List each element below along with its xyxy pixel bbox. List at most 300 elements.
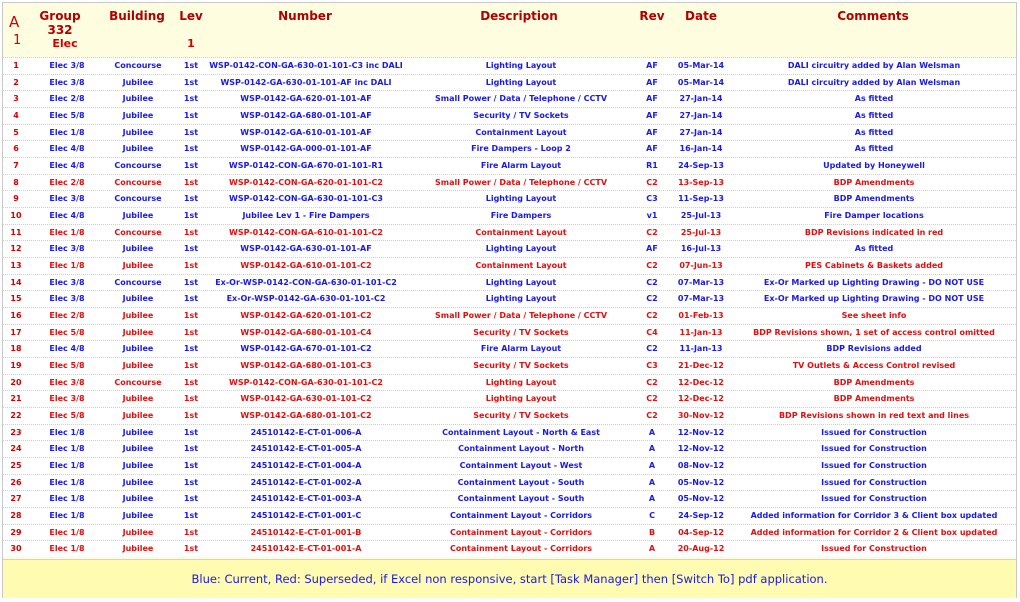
cell-date[interactable]: 07-Jun-13: [679, 261, 723, 270]
cell-comments[interactable]: PES Cabinets & Baskets added: [804, 261, 944, 270]
table-row[interactable]: [3, 357, 1016, 374]
cell-group[interactable]: Elec 3/8: [49, 77, 85, 87]
cell-comments[interactable]: Issued for Construction: [821, 444, 927, 454]
row-index[interactable]: 20: [10, 377, 22, 387]
cell-description[interactable]: Containment Layout - West: [459, 461, 583, 470]
cell-number[interactable]: WSP-0142-CON-GA-630-01-101-C3 inc DALI: [209, 61, 403, 70]
cell-lev[interactable]: 1st: [183, 194, 199, 204]
cell-rev[interactable]: A: [648, 427, 656, 437]
cell-description[interactable]: Containment Layout - North: [458, 444, 584, 454]
cell-comments[interactable]: Issued for Construction: [821, 544, 927, 554]
cell-rev[interactable]: C2: [646, 411, 658, 420]
cell-description[interactable]: Containment Layout - South: [457, 477, 585, 487]
cell-rev[interactable]: C3: [646, 194, 658, 204]
cell-lev[interactable]: 1st: [183, 444, 199, 454]
cell-building[interactable]: Jubilee: [122, 427, 154, 437]
cell-lev[interactable]: 1st: [183, 261, 199, 270]
row-index[interactable]: 17: [10, 327, 22, 337]
cell-building[interactable]: Concourse: [114, 227, 162, 237]
cell-comments[interactable]: BDP Revisions shown in red text and lines: [778, 411, 970, 420]
cell-group[interactable]: Elec 3/8: [49, 61, 85, 70]
cell-rev[interactable]: AF: [646, 144, 658, 154]
cell-date[interactable]: 05-Mar-14: [677, 61, 725, 70]
cell-lev[interactable]: 1st: [183, 211, 199, 220]
cell-date[interactable]: 01-Feb-13: [678, 311, 724, 320]
cell-comments[interactable]: Issued for Construction: [821, 494, 927, 504]
cell-building[interactable]: Jubilee: [122, 327, 154, 337]
cell-number[interactable]: 24510142-E-CT-01-001-B: [250, 527, 362, 537]
row-index[interactable]: 4: [13, 111, 19, 120]
cell-date[interactable]: 04-Sep-12: [678, 527, 724, 537]
cell-group[interactable]: Elec 3/8: [49, 377, 85, 387]
cell-building[interactable]: Jubilee: [122, 77, 154, 87]
cell-group[interactable]: Elec 2/8: [49, 311, 85, 320]
cell-date[interactable]: 12-Nov-12: [677, 444, 725, 454]
cell-date[interactable]: 12-Nov-12: [677, 427, 725, 437]
table-row[interactable]: [3, 74, 1016, 91]
cell-rev[interactable]: C2: [646, 344, 658, 354]
cell-date[interactable]: 05-Nov-12: [677, 477, 725, 487]
cell-lev[interactable]: 1st: [183, 344, 199, 354]
cell-rev[interactable]: C2: [646, 277, 658, 287]
cell-lev[interactable]: 1st: [183, 77, 199, 87]
cell-description[interactable]: Lighting Layout: [485, 244, 557, 254]
row-index[interactable]: 30: [10, 544, 22, 554]
cell-group[interactable]: Elec 3/8: [49, 194, 85, 204]
row-index[interactable]: 25: [10, 461, 22, 470]
row-index[interactable]: 13: [10, 261, 22, 270]
cell-description[interactable]: Security / TV Sockets: [473, 327, 569, 337]
cell-description[interactable]: Lighting Layout: [485, 277, 557, 287]
cell-group[interactable]: Elec 1/8: [49, 527, 85, 537]
table-row[interactable]: [3, 174, 1016, 191]
table-row[interactable]: [3, 124, 1016, 141]
row-index[interactable]: 14: [10, 277, 22, 287]
header-rev[interactable]: Rev: [639, 9, 665, 23]
cell-comments[interactable]: BDP Amendments: [833, 177, 915, 187]
cell-comments[interactable]: As fitted: [854, 244, 894, 254]
cell-rev[interactable]: AF: [646, 111, 658, 120]
cell-rev[interactable]: v1: [646, 211, 658, 220]
cell-building[interactable]: Jubilee: [122, 527, 154, 537]
table-row[interactable]: [3, 157, 1016, 174]
cell-number[interactable]: WSP-0142-GA-630-01-101-AF inc DALI: [220, 77, 392, 87]
table-row[interactable]: [3, 324, 1016, 341]
cell-description[interactable]: Small Power / Data / Telephone / CCTV: [434, 177, 608, 187]
row-index[interactable]: 12: [10, 244, 22, 254]
cell-rev[interactable]: A: [648, 544, 656, 554]
cell-building[interactable]: Concourse: [114, 61, 162, 70]
cell-number[interactable]: Ex-Or-WSP-0142-GA-630-01-101-C2: [226, 294, 386, 304]
cell-group[interactable]: Elec 5/8: [49, 327, 85, 337]
cell-rev[interactable]: C4: [646, 327, 658, 337]
table-row[interactable]: [3, 457, 1016, 474]
cell-date[interactable]: 16-Jan-14: [679, 144, 723, 154]
cell-building[interactable]: Jubilee: [122, 294, 154, 304]
cell-building[interactable]: Jubilee: [122, 211, 154, 220]
cell-date[interactable]: 11-Jan-13: [679, 327, 723, 337]
cell-description[interactable]: Security / TV Sockets: [473, 411, 569, 420]
cell-number[interactable]: Jubilee Lev 1 - Fire Dampers: [242, 211, 370, 220]
cell-rev[interactable]: B: [648, 527, 656, 537]
cell-date[interactable]: 16-Jul-13: [680, 244, 722, 254]
row-index[interactable]: 11: [10, 227, 22, 237]
cell-number[interactable]: WSP-0142-GA-000-01-101-AF: [240, 144, 372, 154]
cell-number[interactable]: WSP-0142-GA-610-01-101-AF: [240, 127, 372, 137]
row-index[interactable]: 3: [13, 94, 19, 104]
cell-building[interactable]: Jubilee: [122, 461, 154, 470]
cell-number[interactable]: 24510142-E-CT-01-006-A: [250, 427, 362, 437]
cell-number[interactable]: Ex-Or-WSP-0142-CON-GA-630-01-101-C2: [215, 277, 397, 287]
cell-lev[interactable]: 1st: [183, 494, 199, 504]
table-row[interactable]: [3, 340, 1016, 357]
cell-lev[interactable]: 1st: [183, 311, 199, 320]
header-description[interactable]: Description: [480, 9, 558, 23]
cell-comments[interactable]: BDP Revisions added: [826, 344, 922, 354]
cell-description[interactable]: Containment Layout: [475, 261, 567, 270]
cell-comments[interactable]: Ex-Or Marked up Lighting Drawing - DO NOT USE: [763, 277, 985, 287]
cell-building[interactable]: Jubilee: [122, 494, 154, 504]
cell-description[interactable]: Containment Layout: [475, 127, 567, 137]
cell-rev[interactable]: AF: [646, 244, 658, 254]
header-date[interactable]: Date: [685, 9, 717, 23]
row-index[interactable]: 16: [10, 311, 22, 320]
cell-number[interactable]: WSP-0142-GA-670-01-101-C2: [240, 344, 372, 354]
cell-number[interactable]: WSP-0142-GA-620-01-101-C2: [240, 311, 372, 320]
cell-date[interactable]: 25-Jul-13: [680, 227, 722, 237]
cell-comments[interactable]: Issued for Construction: [821, 427, 927, 437]
cell-description[interactable]: Fire Dampers - Loop 2: [471, 144, 571, 154]
cell-lev[interactable]: 1st: [183, 61, 199, 70]
cell-comments[interactable]: DALI circuitry added by Alan Welsman: [787, 77, 961, 87]
row-index[interactable]: 15: [10, 294, 22, 304]
cell-lev[interactable]: 1st: [183, 411, 199, 420]
table-row[interactable]: [3, 474, 1016, 491]
cell-date[interactable]: 24-Sep-12: [678, 511, 724, 520]
cell-group[interactable]: Elec 1/8: [49, 261, 85, 270]
cell-group[interactable]: Elec 3/8: [49, 277, 85, 287]
cell-group[interactable]: Elec 1/8: [49, 127, 85, 137]
table-row[interactable]: [3, 107, 1016, 124]
cell-group[interactable]: Elec 4/8: [49, 144, 85, 154]
cell-building[interactable]: Concourse: [114, 277, 162, 287]
cell-date[interactable]: 11-Jan-13: [679, 344, 723, 354]
cell-number[interactable]: WSP-0142-GA-680-01-101-C3: [240, 361, 372, 370]
table-row[interactable]: [3, 207, 1016, 224]
cell-description[interactable]: Containment Layout - North & East: [442, 427, 600, 437]
cell-date[interactable]: 25-Jul-13: [680, 211, 722, 220]
cell-description[interactable]: Lighting Layout: [485, 377, 557, 387]
cell-lev[interactable]: 1st: [183, 144, 199, 154]
cell-comments[interactable]: DALI circuitry added by Alan Welsman: [787, 61, 961, 70]
cell-date[interactable]: 21-Dec-12: [678, 361, 724, 370]
cell-lev[interactable]: 1st: [183, 327, 199, 337]
cell-building[interactable]: Jubilee: [122, 111, 154, 120]
cell-description[interactable]: Lighting Layout: [485, 294, 557, 304]
cell-description[interactable]: Lighting Layout: [485, 61, 557, 70]
table-row[interactable]: [3, 257, 1016, 274]
cell-date[interactable]: 07-Mar-13: [677, 277, 725, 287]
cell-rev[interactable]: C2: [646, 294, 658, 304]
cell-number[interactable]: 24510142-E-CT-01-001-C: [250, 511, 362, 520]
table-row[interactable]: [3, 240, 1016, 257]
cell-number[interactable]: 24510142-E-CT-01-002-A: [250, 477, 362, 487]
cell-building[interactable]: Jubilee: [122, 444, 154, 454]
cell-building[interactable]: Jubilee: [122, 94, 154, 104]
cell-rev[interactable]: C2: [646, 311, 658, 320]
cell-building[interactable]: Jubilee: [122, 511, 154, 520]
cell-building[interactable]: Jubilee: [122, 344, 154, 354]
cell-group[interactable]: Elec 4/8: [49, 344, 85, 354]
cell-comments[interactable]: TV Outlets & Access Control revised: [792, 361, 956, 370]
cell-building[interactable]: Jubilee: [122, 144, 154, 154]
table-row[interactable]: [3, 190, 1016, 207]
row-index[interactable]: 29: [10, 527, 22, 537]
cell-lev[interactable]: 1st: [183, 377, 199, 387]
table-row[interactable]: [3, 490, 1016, 507]
cell-date[interactable]: 30-Nov-12: [677, 411, 725, 420]
cell-building[interactable]: Jubilee: [122, 311, 154, 320]
cell-building[interactable]: Jubilee: [122, 394, 154, 404]
cell-lev[interactable]: 1st: [183, 511, 199, 520]
cell-description[interactable]: Lighting Layout: [485, 77, 557, 87]
header-number[interactable]: Number: [278, 9, 332, 23]
cell-lev[interactable]: 1st: [183, 527, 199, 537]
cell-number[interactable]: WSP-0142-GA-680-01-101-C4: [240, 327, 372, 337]
cell-rev[interactable]: A: [648, 494, 656, 504]
cell-date[interactable]: 05-Mar-14: [677, 77, 725, 87]
cell-lev[interactable]: 1st: [183, 361, 199, 370]
table-row[interactable]: [3, 524, 1016, 541]
cell-building[interactable]: Concourse: [114, 161, 162, 170]
cell-description[interactable]: Containment Layout: [475, 227, 567, 237]
cell-building[interactable]: Concourse: [114, 177, 162, 187]
row-index[interactable]: 10: [10, 211, 22, 220]
header-building[interactable]: Building: [109, 9, 165, 23]
cell-building[interactable]: Jubilee: [122, 544, 154, 554]
cell-number[interactable]: 24510142-E-CT-01-003-A: [250, 494, 362, 504]
cell-comments[interactable]: Ex-Or Marked up Lighting Drawing - DO NOT USE: [763, 294, 985, 304]
cell-comments[interactable]: As fitted: [854, 144, 894, 154]
table-row[interactable]: [3, 424, 1016, 441]
cell-comments[interactable]: Issued for Construction: [821, 461, 927, 470]
table-row[interactable]: [3, 390, 1016, 407]
cell-number[interactable]: WSP-0142-CON-GA-630-01-101-C3: [229, 194, 383, 204]
cell-number[interactable]: 24510142-E-CT-01-004-A: [250, 461, 362, 470]
cell-date[interactable]: 20-Aug-12: [677, 544, 725, 554]
cell-comments[interactable]: BDP Amendments: [833, 394, 915, 404]
cell-description[interactable]: Security / TV Sockets: [473, 111, 569, 120]
cell-number[interactable]: WSP-0142-GA-610-01-101-C2: [240, 261, 372, 270]
row-index[interactable]: 18: [10, 344, 22, 354]
cell-description[interactable]: Small Power / Data / Telephone / CCTV: [434, 311, 608, 320]
row-index[interactable]: 26: [10, 477, 22, 487]
cell-description[interactable]: Containment Layout - Corridors: [449, 511, 593, 520]
table-row[interactable]: [3, 407, 1016, 424]
cell-lev[interactable]: 1st: [183, 294, 199, 304]
cell-number[interactable]: WSP-0142-GA-630-01-101-AF: [240, 244, 372, 254]
row-index[interactable]: 28: [10, 511, 22, 520]
cell-group[interactable]: Elec 4/8: [49, 161, 85, 170]
cell-comments[interactable]: Added information for Corridor 3 & Client box updated: [750, 511, 998, 520]
cell-lev[interactable]: 1st: [183, 427, 199, 437]
cell-comments[interactable]: As fitted: [854, 111, 894, 120]
filter-lev-value[interactable]: 1: [187, 37, 195, 50]
header-group[interactable]: Group 332: [39, 9, 81, 37]
cell-group[interactable]: Elec 1/8: [49, 494, 85, 504]
cell-building[interactable]: Jubilee: [122, 127, 154, 137]
cell-lev[interactable]: 1st: [183, 244, 199, 254]
cell-description[interactable]: Containment Layout - South: [457, 494, 585, 504]
cell-number[interactable]: WSP-0142-CON-GA-630-01-101-C2: [229, 377, 383, 387]
cell-description[interactable]: Fire Alarm Layout: [480, 344, 562, 354]
cell-group[interactable]: Elec 1/8: [49, 477, 85, 487]
cell-rev[interactable]: C2: [646, 377, 658, 387]
cell-lev[interactable]: 1st: [183, 277, 199, 287]
cell-description[interactable]: Security / TV Sockets: [473, 361, 569, 370]
header-comments[interactable]: Comments: [837, 9, 909, 23]
table-row[interactable]: [3, 224, 1016, 241]
cell-comments[interactable]: BDP Revisions shown, 1 set of access control omitted: [753, 327, 995, 337]
table-row[interactable]: [3, 290, 1016, 307]
cell-date[interactable]: 12-Dec-12: [678, 394, 724, 404]
cell-date[interactable]: 24-Sep-13: [678, 161, 724, 170]
cell-number[interactable]: WSP-0142-GA-630-01-101-C2: [240, 394, 372, 404]
cell-building[interactable]: Jubilee: [122, 261, 154, 270]
cell-group[interactable]: Elec 5/8: [49, 111, 85, 120]
cell-comments[interactable]: See sheet info: [841, 311, 907, 320]
cell-group[interactable]: Elec 3/8: [49, 244, 85, 254]
row-index[interactable]: 22: [10, 411, 22, 420]
cell-description[interactable]: Fire Alarm Layout: [480, 161, 562, 170]
cell-group[interactable]: Elec 1/8: [49, 461, 85, 470]
cell-rev[interactable]: C2: [646, 394, 658, 404]
row-index[interactable]: 5: [13, 127, 19, 137]
row-number[interactable]: 1: [13, 33, 22, 48]
cell-date[interactable]: 05-Nov-12: [677, 494, 725, 504]
table-row[interactable]: [3, 274, 1016, 291]
cell-number[interactable]: WSP-0142-CON-GA-620-01-101-C2: [229, 177, 383, 187]
cell-group[interactable]: Elec 1/8: [49, 444, 85, 454]
cell-group[interactable]: Elec 1/8: [49, 544, 85, 554]
table-row[interactable]: [3, 507, 1016, 524]
cell-description[interactable]: Lighting Layout: [485, 194, 557, 204]
table-row[interactable]: [3, 540, 1016, 557]
table-row[interactable]: [3, 307, 1016, 324]
cell-rev[interactable]: C: [649, 511, 655, 520]
filter-group-value[interactable]: Elec: [52, 37, 78, 50]
header-lev[interactable]: Lev: [179, 9, 203, 23]
cell-comments[interactable]: As fitted: [854, 127, 894, 137]
cell-lev[interactable]: 1st: [183, 544, 199, 554]
cell-lev[interactable]: 1st: [183, 394, 199, 404]
cell-comments[interactable]: As fitted: [854, 94, 894, 104]
cell-lev[interactable]: 1st: [183, 177, 199, 187]
cell-comments[interactable]: BDP Amendments: [833, 194, 915, 204]
cell-group[interactable]: Elec 5/8: [49, 361, 85, 370]
cell-group[interactable]: Elec 1/8: [49, 511, 85, 520]
cell-group[interactable]: Elec 4/8: [49, 211, 85, 220]
cell-comments[interactable]: BDP Revisions indicated in red: [804, 227, 944, 237]
table-row[interactable]: [3, 57, 1016, 74]
cell-lev[interactable]: 1st: [183, 111, 199, 120]
cell-lev[interactable]: 1st: [183, 477, 199, 487]
cell-lev[interactable]: 1st: [183, 161, 199, 170]
cell-date[interactable]: 27-Jan-14: [679, 127, 723, 137]
cell-number[interactable]: WSP-0142-CON-GA-670-01-101-R1: [228, 161, 384, 170]
cell-group[interactable]: Elec 3/8: [49, 394, 85, 404]
cell-description[interactable]: Containment Layout - Corridors: [449, 527, 593, 537]
cell-group[interactable]: Elec 1/8: [49, 227, 85, 237]
cell-building[interactable]: Concourse: [114, 194, 162, 204]
cell-building[interactable]: Jubilee: [122, 477, 154, 487]
cell-rev[interactable]: C2: [646, 261, 658, 270]
cell-number[interactable]: WSP-0142-GA-620-01-101-AF: [240, 94, 372, 104]
cell-lev[interactable]: 1st: [183, 127, 199, 137]
cell-rev[interactable]: C3: [646, 361, 658, 370]
row-index[interactable]: 21: [10, 394, 22, 404]
cell-date[interactable]: 13-Sep-13: [678, 177, 724, 187]
cell-group[interactable]: Elec 5/8: [49, 411, 85, 420]
cell-number[interactable]: WSP-0142-GA-680-01-101-AF: [240, 111, 372, 120]
cell-rev[interactable]: AF: [646, 61, 658, 70]
row-index[interactable]: 23: [10, 427, 22, 437]
cell-number[interactable]: 24510142-E-CT-01-001-A: [250, 544, 362, 554]
cell-description[interactable]: Lighting Layout: [485, 394, 557, 404]
row-index[interactable]: 7: [13, 161, 19, 170]
cell-lev[interactable]: 1st: [183, 94, 199, 104]
cell-date[interactable]: 07-Mar-13: [677, 294, 725, 304]
cell-description[interactable]: Containment Layout - Corridors: [449, 544, 593, 554]
cell-description[interactable]: Fire Dampers: [490, 211, 552, 220]
cell-rev[interactable]: C2: [646, 227, 658, 237]
row-index[interactable]: 8: [13, 177, 19, 187]
table-row[interactable]: [3, 374, 1016, 391]
row-index[interactable]: 1: [13, 61, 19, 70]
cell-comments[interactable]: Issued for Construction: [821, 477, 927, 487]
cell-building[interactable]: Jubilee: [122, 361, 154, 370]
row-index[interactable]: 19: [10, 361, 22, 370]
cell-description[interactable]: Small Power / Data / Telephone / CCTV: [434, 94, 608, 104]
cell-comments[interactable]: Added information for Corridor 2 & Client box updated: [750, 527, 998, 537]
row-index[interactable]: 9: [13, 194, 19, 204]
cell-rev[interactable]: AF: [646, 94, 658, 104]
cell-comments[interactable]: BDP Amendments: [833, 377, 915, 387]
cell-number[interactable]: WSP-0142-GA-680-01-101-C2: [240, 411, 372, 420]
cell-group[interactable]: Elec 2/8: [49, 94, 85, 104]
cell-date[interactable]: 12-Dec-12: [678, 377, 724, 387]
cell-building[interactable]: Jubilee: [122, 244, 154, 254]
table-row[interactable]: [3, 90, 1016, 107]
table-row[interactable]: [3, 440, 1016, 457]
row-index[interactable]: 2: [13, 77, 19, 87]
cell-group[interactable]: Elec 1/8: [49, 427, 85, 437]
cell-comments[interactable]: Fire Damper locations: [824, 211, 924, 220]
column-letter[interactable]: A: [9, 13, 20, 31]
cell-rev[interactable]: C2: [646, 177, 658, 187]
cell-date[interactable]: 27-Jan-14: [679, 111, 723, 120]
cell-rev[interactable]: AF: [646, 77, 658, 87]
cell-lev[interactable]: 1st: [183, 227, 199, 237]
cell-rev[interactable]: AF: [646, 127, 658, 137]
cell-date[interactable]: 11-Sep-13: [678, 194, 724, 204]
cell-comments[interactable]: Updated by Honeywell: [823, 161, 925, 170]
cell-lev[interactable]: 1st: [183, 461, 199, 470]
cell-date[interactable]: 08-Nov-12: [677, 461, 725, 470]
cell-rev[interactable]: A: [648, 477, 656, 487]
cell-group[interactable]: Elec 2/8: [49, 177, 85, 187]
cell-number[interactable]: 24510142-E-CT-01-005-A: [250, 444, 362, 454]
